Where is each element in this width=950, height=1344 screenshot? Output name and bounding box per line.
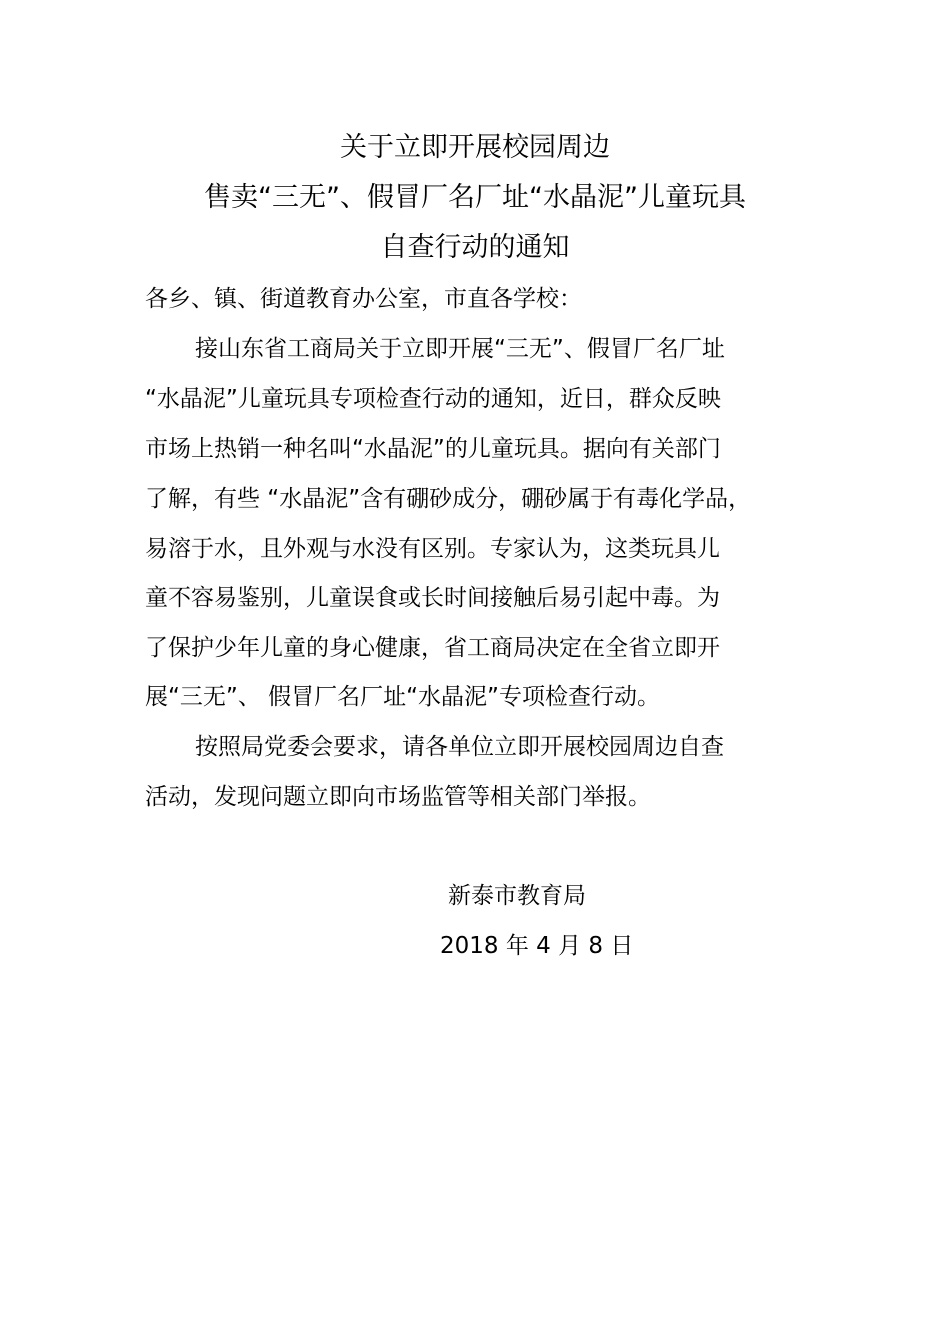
title-line-2: 售卖“三无”、假冒厂名厂址“水晶泥”儿童玩具 xyxy=(204,182,746,213)
paragraph1-line: “水晶泥”儿童玩具专项检查行动的通知，近日，群众反映 xyxy=(145,386,721,412)
paragraph2-line: 活动，发现问题立即向市场监管等相关部门举报。 xyxy=(145,784,651,810)
title-line-1: 关于立即开展校园周边 xyxy=(340,132,610,163)
paragraph1-line: 童不容易鉴别，儿童误食或长时间接触后易引起中毒。为 xyxy=(145,585,720,611)
paragraph1-line: 接山东省工商局关于立即开展“三无”、假冒厂名厂址 xyxy=(195,336,725,362)
signature-organization: 新泰市教育局 xyxy=(448,883,586,909)
paragraph1-line: 了保护少年儿童的身心健康，省工商局决定在全省立即开 xyxy=(145,635,720,661)
title-line-3: 自查行动的通知 xyxy=(380,232,570,263)
paragraph1-line: 市场上热销一种名叫“水晶泥”的儿童玩具。据向有关部门 xyxy=(145,436,721,462)
salutation: 各乡、镇、街道教育办公室，市直各学校： xyxy=(145,286,582,312)
paragraph1-line: 了解，有些 “水晶泥”含有硼砂成分，硼砂属于有毒化学品， xyxy=(145,486,752,512)
paragraph1-line: 易溶于水，且外观与水没有区别。专家认为，这类玩具儿 xyxy=(145,536,720,562)
signature-date: 2018 年 4 月 8 日 xyxy=(440,933,634,959)
paragraph2-line: 按照局党委会要求，请各单位立即开展校园周边自查 xyxy=(195,734,724,760)
paragraph1-line: 展“三无”、 假冒厂名厂址“水晶泥”专项检查行动。 xyxy=(145,684,660,710)
